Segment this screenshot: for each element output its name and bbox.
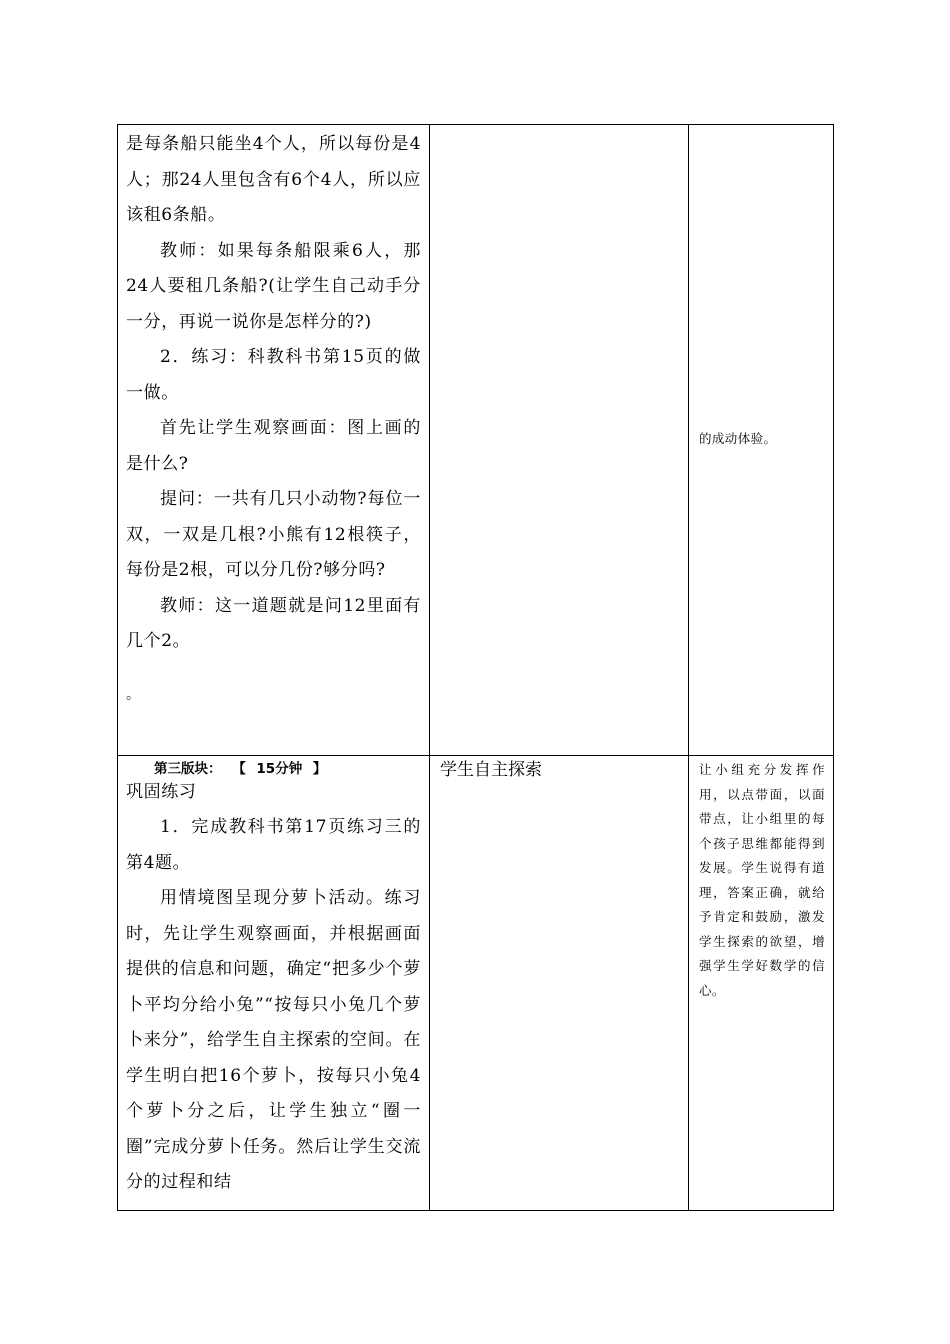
teaching-process-text xyxy=(118,780,429,1201)
teaching-process-cell xyxy=(118,125,430,756)
paragraph: 教师：这一道题就是问12里面有几个2。 xyxy=(126,595,421,651)
bracket-close: 】 xyxy=(312,761,327,777)
teaching-process-cell xyxy=(118,756,430,1211)
section-title: 巩固练习 xyxy=(126,782,197,802)
lesson-plan-table xyxy=(117,124,834,1211)
paragraph: 1．完成教科书第17页练习三的第4题。 xyxy=(126,817,421,873)
paragraph: 提问：一共有几只小动物?每位一双，一双是几根?小熊有12根筷子，每份是2根，可以分几份?够分吗? xyxy=(126,489,421,580)
student-activity-cell xyxy=(430,756,689,1211)
design-intent-text: 的成动体验。 xyxy=(699,431,777,446)
student-activity-cell xyxy=(430,125,689,756)
student-activity-title: 学生自主探索 xyxy=(440,760,542,780)
paragraph: 是每条船只能坐4个人，所以每份是4人；那24人里包含有6个4人，所以应该租6条船。 xyxy=(126,134,421,225)
section-header xyxy=(118,758,429,780)
section-time: 15分钟 xyxy=(256,761,303,777)
student-activity-text xyxy=(430,125,688,129)
design-intent-cell xyxy=(689,125,834,756)
design-intent-cell xyxy=(689,756,834,1211)
paragraph: 用情境图呈现分萝卜活动。练习时，先让学生观察画面，并根据画面提供的信息和问题，确定“把多少个萝卜平均分给小兔”“按每只小兔几个萝卜来分”，给学生自主探索的空间。在学生明白把16个萝卜，按每只小兔4个萝卜分之后，让学生独立“圈一圈”完成分萝卜任务。然后让学生交流分的过程和结 xyxy=(126,888,421,1192)
paragraph: 2．练习：科教科书第15页的做一做。 xyxy=(126,347,421,403)
teaching-process-text xyxy=(118,125,429,704)
paragraph: 教师：如果每条船限乘6人，那24人要租几条船?(让学生自己动手分一分，再说一说你是怎样分的?) xyxy=(126,240,421,332)
design-intent-text: 让小组充分发挥作用，以点带面，以面带点，让小组里的每个孩子思维都能得到发展。学生说得有道理，答案正确，就给予肯定和鼓励，激发学生探索的欲望，增强学生学好数学的信心。 xyxy=(699,762,825,998)
table-row xyxy=(118,125,834,756)
table-row xyxy=(118,756,834,1211)
trailing-mark: 。 xyxy=(126,686,141,703)
paragraph: 首先让学生观察画面：图上画的是什么? xyxy=(126,418,421,474)
section-label: 第三版块： xyxy=(154,761,222,777)
bracket-open: 【 xyxy=(232,761,246,777)
